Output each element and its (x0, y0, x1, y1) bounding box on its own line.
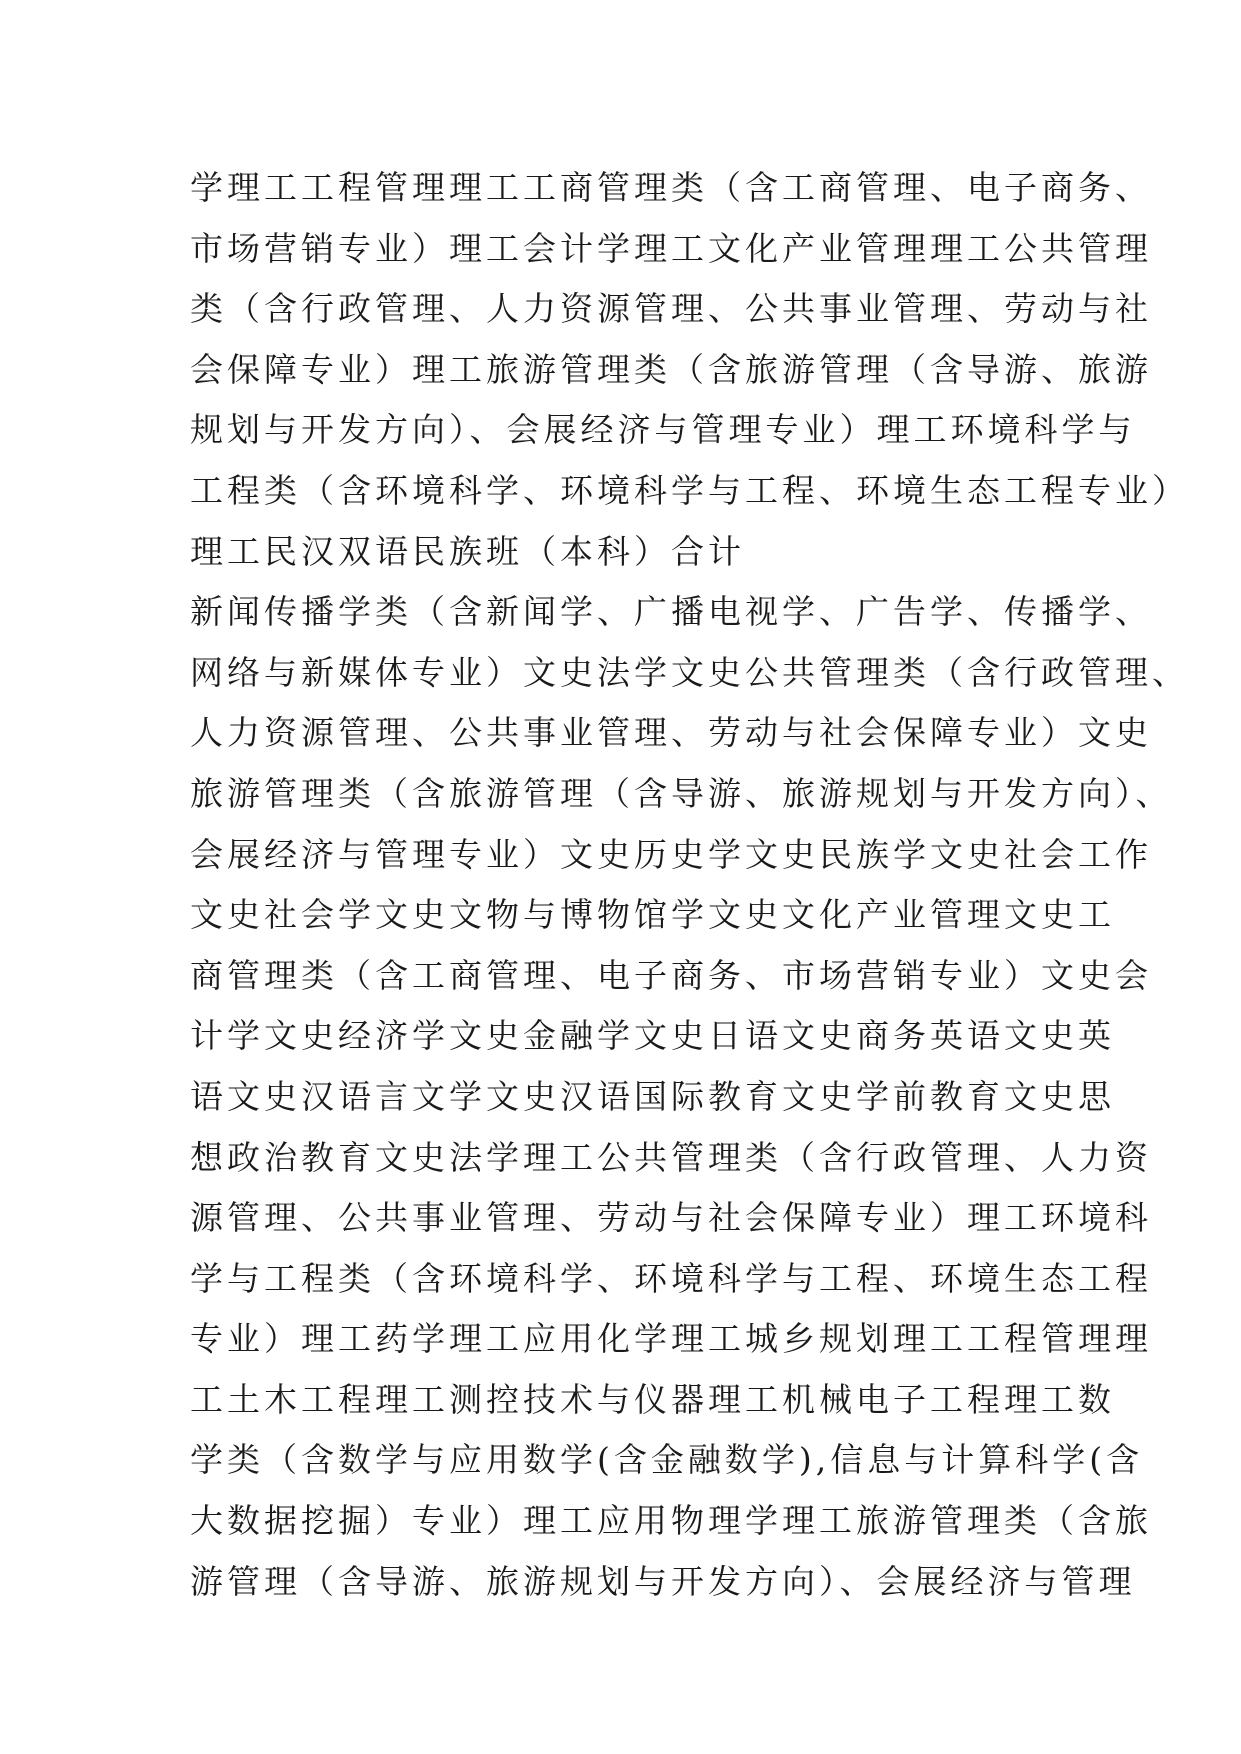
text-line: 规划与开发方向）、会展经济与管理专业）理工环境科学与 (190, 410, 1136, 450)
text-line: 计学文史经济学文史金融学文史日语文史商务英语文史英 (190, 1016, 1115, 1056)
text-line: 文史社会学文史文物与博物馆学文史文化产业管理文史工 (190, 895, 1115, 935)
text-line: 网络与新媒体专业）文史法学文史公共管理类（含行政管理、 (190, 652, 1189, 692)
paragraph-2 (190, 582, 1189, 1612)
text-line: 工程类（含环境科学、环境科学与工程、环境生态工程专业） (190, 470, 1189, 510)
text-line: 工土木工程理工测控技术与仪器理工机械电子工程理工数 (190, 1379, 1115, 1419)
text-line: 学与工程类（含环境科学、环境科学与工程、环境生态工程 (190, 1258, 1152, 1298)
text-line: 市场营销专业）理工会计学理工文化产业管理理工公共管理 (190, 228, 1152, 268)
text-line: 语文史汉语言文学文史汉语国际教育文史学前教育文史思 (190, 1076, 1115, 1116)
text-line: 理工民汉双语民族班（本科）合计 (190, 531, 745, 571)
text-line: 想政治教育文史法学理工公共管理类（含行政管理、人力资 (190, 1137, 1152, 1177)
text-line: 商管理类（含工商管理、电子商务、市场营销专业）文史会 (190, 955, 1152, 995)
text-line: 会展经济与管理专业）文史历史学文史民族学文史社会工作 (190, 834, 1152, 874)
text-line: 学类（含数学与应用数学(含金融数学),信息与计算科学(含 (190, 1440, 1144, 1480)
paragraph-1 (190, 158, 1189, 582)
text-line: 新闻传播学类（含新闻学、广播电视学、广告学、传播学、 (190, 592, 1152, 632)
body-text (190, 158, 1189, 1612)
text-line: 类（含行政管理、人力资源管理、公共事业管理、劳动与社 (190, 289, 1152, 329)
text-line: 会保障专业）理工旅游管理类（含旅游管理（含导游、旅游 (190, 349, 1152, 389)
text-line: 大数据挖掘）专业）理工应用物理学理工旅游管理类（含旅 (190, 1501, 1152, 1541)
text-line: 游管理（含导游、旅游规划与开发方向）、会展经济与管理 (190, 1561, 1136, 1601)
text-line: 人力资源管理、公共事业管理、劳动与社会保障专业）文史 (190, 713, 1152, 753)
text-line: 专业）理工药学理工应用化学理工城乡规划理工工程管理理 (190, 1319, 1152, 1359)
text-line: 旅游管理类（含旅游管理（含导游、旅游规划与开发方向）、 (190, 773, 1173, 813)
text-line: 学理工工程管理理工工商管理类（含工商管理、电子商务、 (190, 168, 1152, 207)
text-line: 源管理、公共事业管理、劳动与社会保障专业）理工环境科 (190, 1198, 1152, 1238)
